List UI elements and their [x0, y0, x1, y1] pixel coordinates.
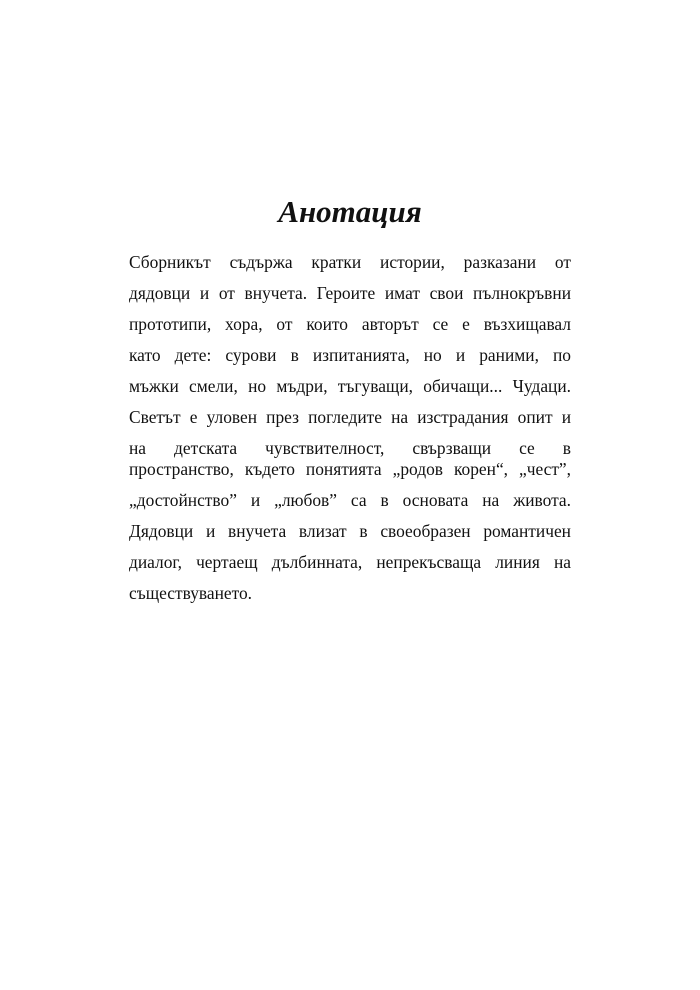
paragraph-line: Сборникът съдържа кратки истории, разказани от — [129, 252, 571, 272]
paragraph-line: прототипи, хора, от които авторът се е възхищавал — [129, 314, 571, 334]
paragraph-line: Светът е уловен през погледите на изстрадания опит и — [129, 407, 571, 427]
paragraph-line: „достойнство” и „любов” са в основата на живота. — [129, 490, 571, 510]
paragraph-line: на детската чувствителност, свързващи се в — [129, 438, 571, 458]
paragraph-line: пространство, където понятията „родов корен“, „чест”, — [129, 459, 571, 479]
paragraph-line: като дете: сурови в изпитанията, но и раними, по — [129, 345, 571, 365]
paragraph-line: дядовци и от внучета. Героите имат свои пълнокръвни — [129, 283, 571, 303]
page-title: Анотация — [278, 194, 422, 229]
paragraph-line: диалог, чертаещ дълбинната, непрекъсваща линия на — [129, 552, 571, 572]
paragraph-line: съществуването. — [129, 583, 253, 603]
paragraph-line: мъжки смели, но мъдри, тъгуващи, обичащи... Чудаци. — [129, 376, 571, 396]
paragraph-line: Дядовци и внучета влизат в своеобразен романтичен — [129, 521, 571, 541]
